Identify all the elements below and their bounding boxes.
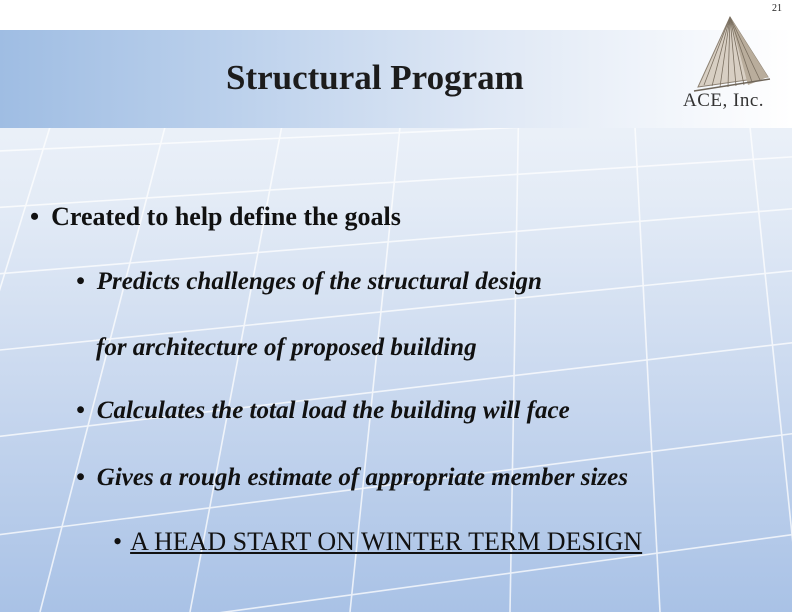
bullet-text: A HEAD START ON WINTER TERM DESIGN: [130, 527, 643, 556]
bullet-level1: [30, 202, 401, 232]
bullet-dot: •: [76, 397, 85, 424]
page-number: 21: [772, 3, 782, 14]
bullet-text: Calculates the total load the building will face: [96, 397, 570, 424]
bullet-text: Predicts challenges of the structural design: [96, 268, 542, 295]
bullet-text: Gives a rough estimate of appropriate member sizes: [96, 464, 628, 491]
bullet-level2: [76, 464, 628, 492]
bullet-text: Created to help define the goals: [51, 202, 401, 231]
bullet-dot: •: [113, 527, 123, 556]
bullet-level3: [113, 527, 642, 557]
bullet-level2: [76, 268, 542, 296]
bullet-dot: •: [76, 268, 85, 295]
bullet-dot: •: [76, 464, 85, 491]
bullet-continuation: [96, 334, 477, 362]
bullet-dot: •: [30, 202, 40, 231]
company-logo-text: ACE, Inc.: [683, 90, 765, 111]
slide-title: Structural Program: [226, 58, 524, 97]
bullet-text: for architecture of proposed building: [96, 334, 477, 361]
bullet-level2: [76, 397, 570, 425]
